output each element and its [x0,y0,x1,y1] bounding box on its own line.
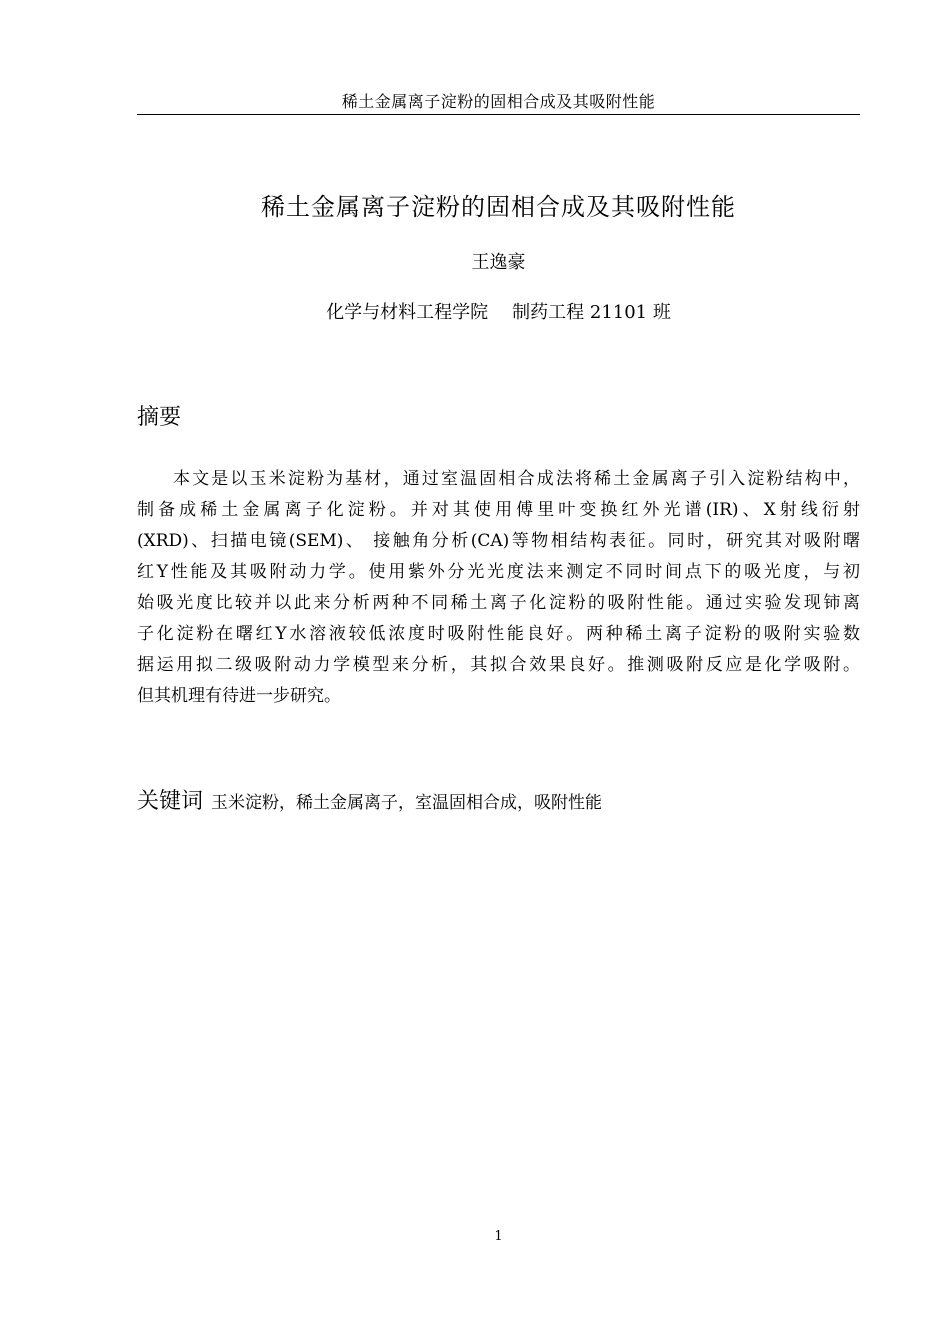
abstract-line-2: 制备成稀土金属离子化淀粉。并对其使用傅里叶变换红外光谱(IR)、X射线衍射 [137,500,860,520]
abstract-heading: 摘要 [137,405,182,430]
affiliation [137,299,860,327]
author-name: 王逸豪 [471,252,526,273]
paper-title: 稀土金属离子淀粉的固相合成及其吸附性能 [261,193,736,221]
running-header: 稀土金属离子淀粉的固相合成及其吸附性能 [341,92,656,111]
keywords-text: 玉米淀粉，稀土金属离子，室温固相合成，吸附性能 [211,793,603,813]
header-divider [137,114,860,115]
abstract-line-4: 红Y性能及其吸附动力学。使用紫外分光光度法来测定不同时间点下的吸光度，与初 [137,562,860,582]
keywords-label: 关键词 [137,789,204,814]
affiliation-class: 制药工程 21101 班 [512,302,671,323]
abstract-line-1: 本文是以玉米淀粉为基材，通过室温固相合成法将稀土金属离子引入淀粉结构中， [173,469,860,489]
keywords [137,786,860,819]
abstract-line-8: 但其机理有待进一步研究。 [137,686,341,706]
affiliation-school: 化学与材料工程学院 [326,302,489,323]
abstract-line-7: 据运用拟二级吸附动力学模型来分析，其拟合效果良好。推测吸附反应是化学吸附。 [137,655,860,675]
abstract-line-3: (XRD)、扫描电镜(SEM)、 接触角分析(CA)等物相结构表征。同时，研究其对吸附曙 [137,531,860,551]
abstract-body [137,464,860,712]
abstract-line-5: 始吸光度比较并以此来分析两种不同稀土离子化淀粉的吸附性能。通过实验发现铈离 [137,593,860,613]
page-number: 1 [494,1229,503,1244]
abstract-line-6: 子化淀粉在曙红Y水溶液较低浓度时吸附性能良好。两种稀土离子淀粉的吸附实验数 [137,624,860,644]
